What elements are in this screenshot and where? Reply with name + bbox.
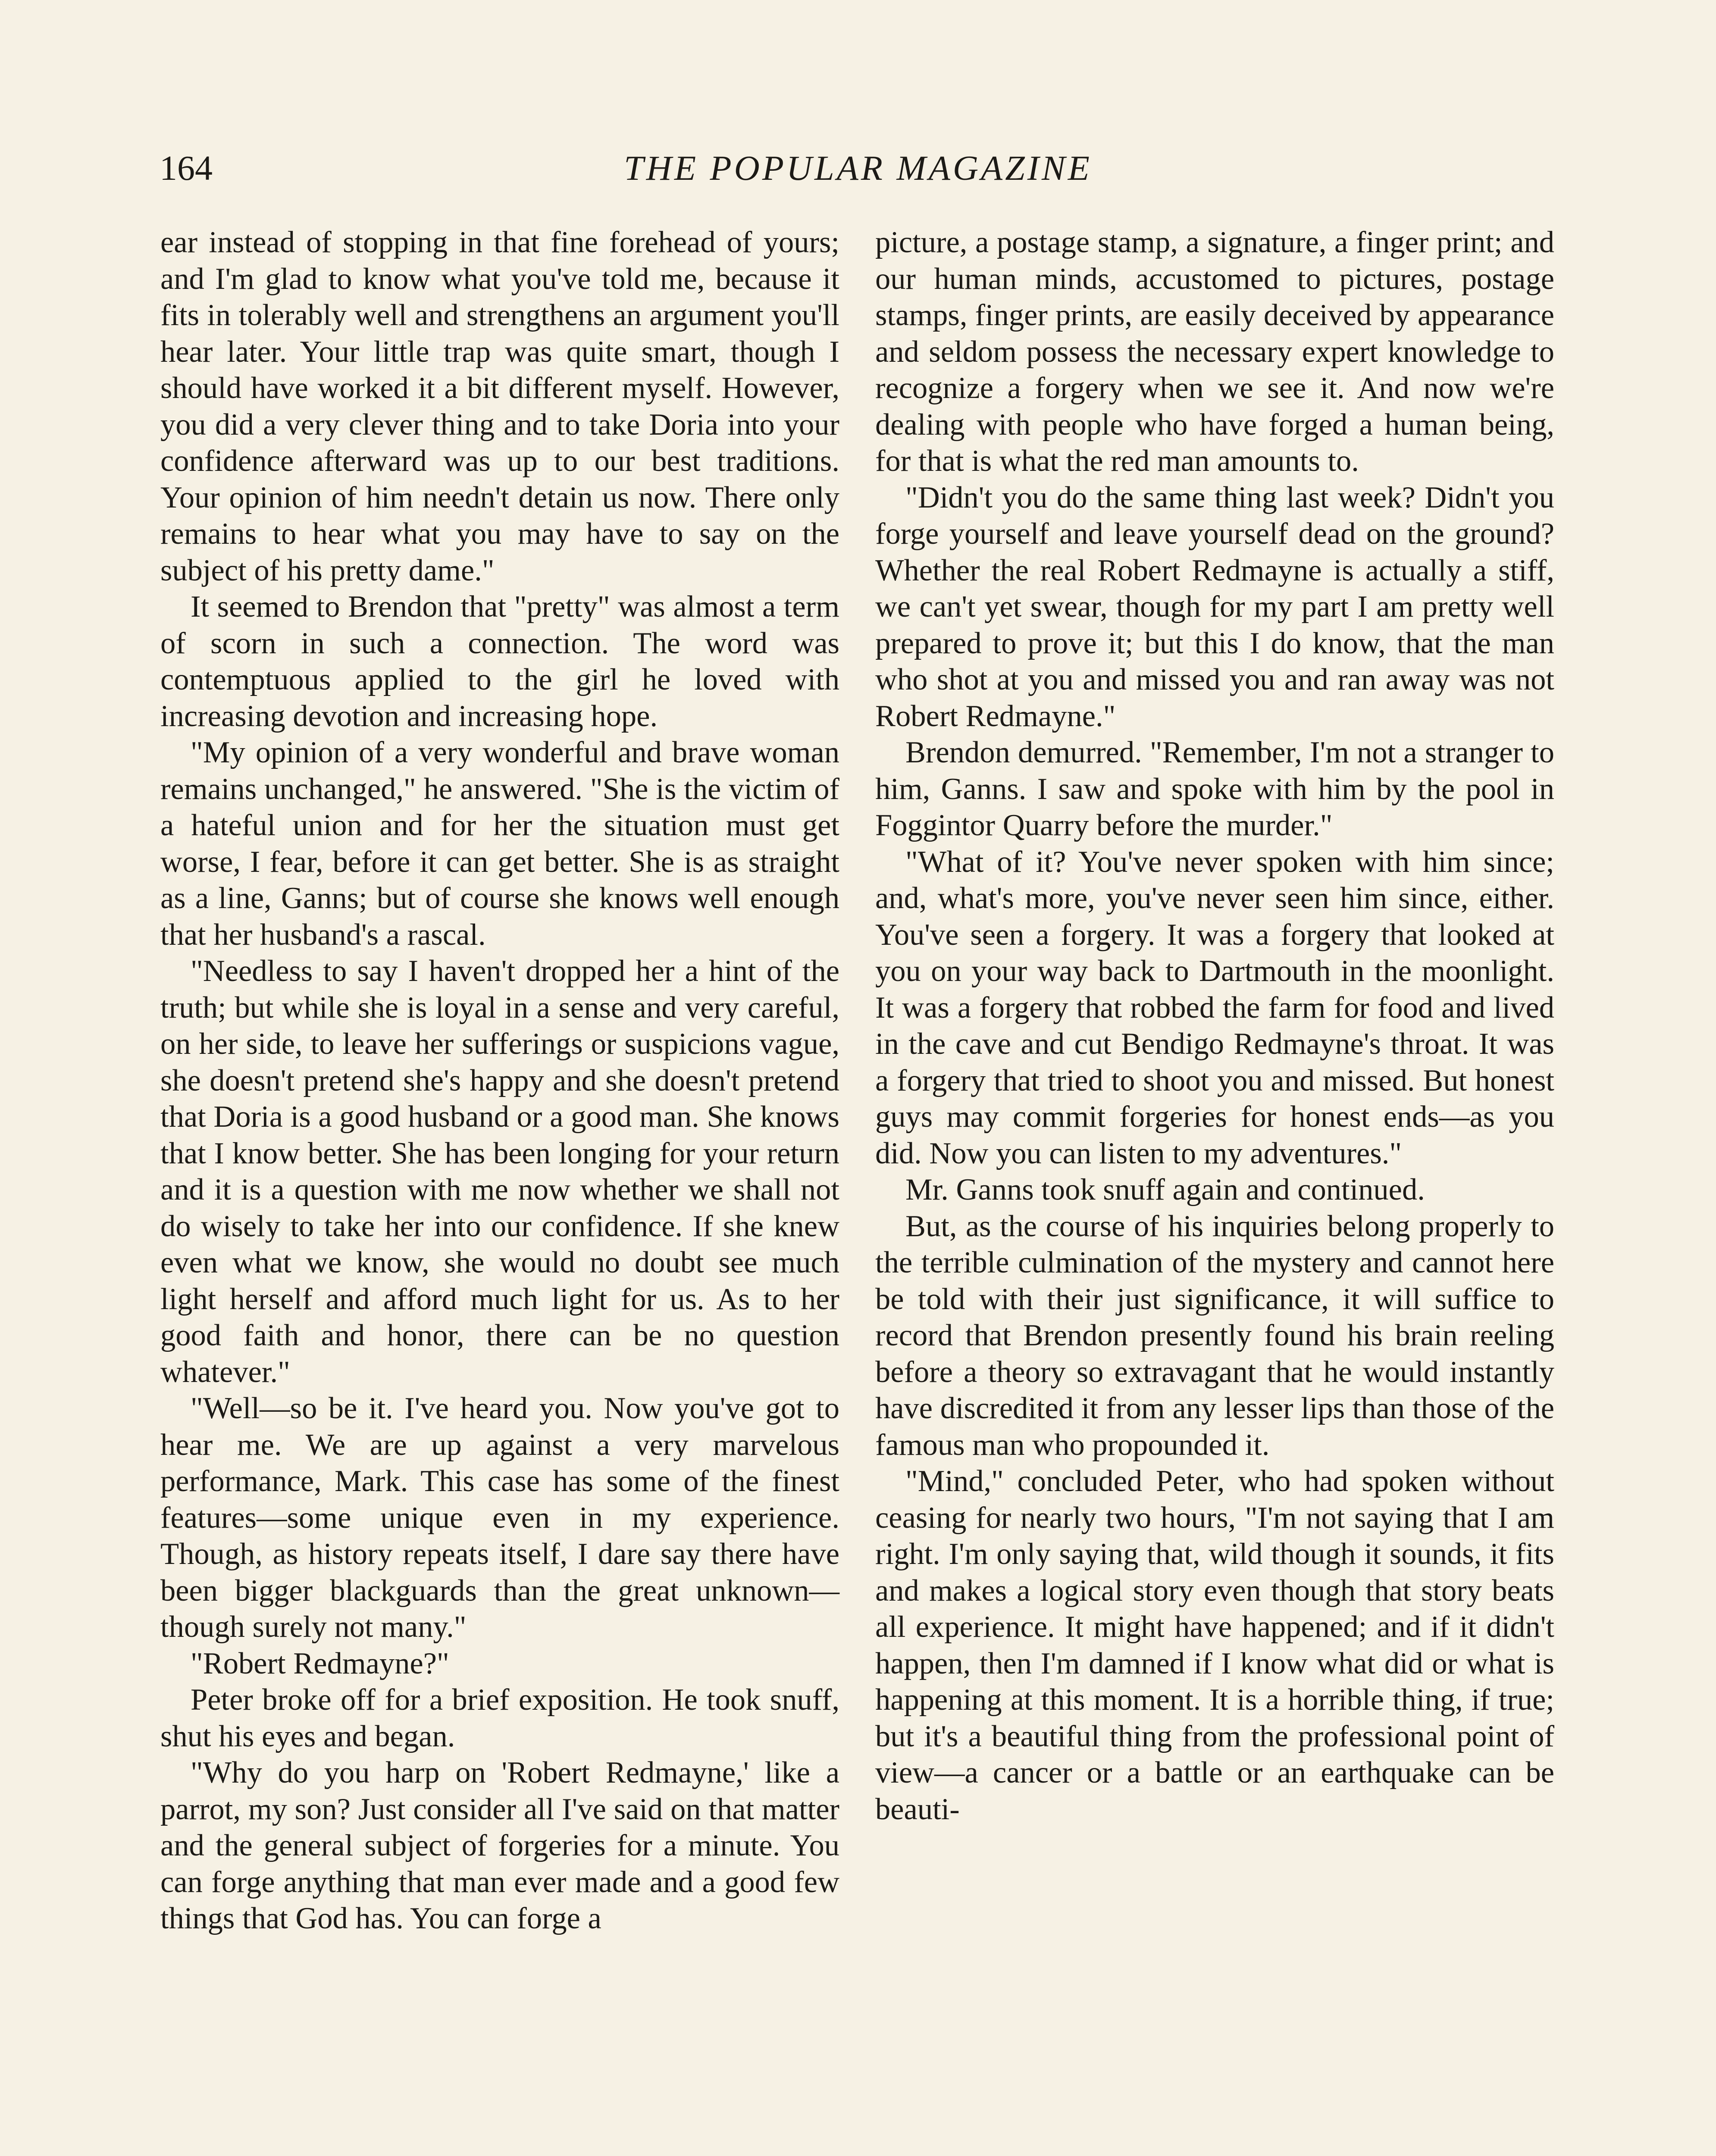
paragraph: Brendon demurred. "Remember, I'm not a stranger to him, Ganns. I saw and spoke with him by the pool in Foggintor Quarry before the murder.": [875, 736, 1554, 842]
right-column: [875, 224, 1554, 1827]
paragraph: "My opinion of a very wonderful and brave woman remains unchanged," he answered. "She is the victim of a hateful union and for her the situation must get worse, I fear, before it can get better. She is as straight as a line, Ganns; but of course she knows well enough that her husband's a rascal.: [160, 736, 839, 952]
paragraph: picture, a postage stamp, a signature, a finger print; and our human minds, accustomed to pictures, postage stamps, finger prints, are easily deceived by appearance and seldom possess the necessary expert knowledge to recognize a forgery when we see it. And now we're dealing with people who have forged a human being, for that is what the red man amounts to.: [875, 226, 1554, 478]
paragraph: "Didn't you do the same thing last week? Didn't you forge yourself and leave yourself dead on the ground? Whether the real Robert Redmayne is actually a stiff, we can't yet swear, though for my part I am pretty well prepared to prove it; but this I do know, that the man who shot at you and missed you and ran away was not Robert Redmayne.": [875, 480, 1554, 733]
paragraph: But, as the course of his inquiries belong properly to the terrible culmination of the mystery and cannot here be told with their just significance, it will suffice to record that Brendon presently found his brain reeling before a theory so extravagant that he would instantly have discredited it from any lesser lips than those of the famous man who propounded it.: [875, 1209, 1554, 1462]
paragraph: Peter broke off for a brief exposition. He took snuff, shut his eyes and began.: [160, 1683, 839, 1753]
page-header: [160, 142, 1556, 194]
paragraph: "What of it? You've never spoken with him since; and, what's more, you've never seen him since, either. You've seen a forgery. It was a forgery that looked at you on your way back to Dartmouth in the moonlight. It was a forgery that robbed the farm for food and lived in the cave and cut Bendigo Redmayne's throat. It was a forgery that tried to shoot you and missed. But honest guys may commit forgeries for honest ends—as you did. Now you can listen to my adventures.": [875, 845, 1554, 1170]
left-column: [160, 224, 839, 1937]
paragraph: "Well—so be it. I've heard you. Now you've got to hear me. We are up against a very marvelous performance, Mark. This case has some of the finest features—some unique even in my experience. Though, as history repeats itself, I dare say there have been bigger blackguards than the great unknown—though surely not many.": [160, 1391, 839, 1644]
running-title: THE POPULAR MAGAZINE: [624, 148, 1092, 188]
paragraph: "Why do you harp on 'Robert Redmayne,' like a parrot, my son? Just consider all I've said on that matter and the general subject of forgeries for a minute. You can forge anything that man ever made and a good few things that God has. You can forge a: [160, 1756, 839, 1935]
paragraph: "Needless to say I haven't dropped her a hint of the truth; but while she is loyal in a sense and very careful, on her side, to leave her sufferings or suspicions vague, she doesn't pretend she's happy and she doesn't pretend that Doria is a good husband or a good man. She knows that I know better. She has been longing for your return and it is a question with me now whether we shall not do wisely to take her into our confidence. If she knew even what we know, she would no doubt see much light herself and afford much light for us. As to her good faith and honor, there can be no question whatever.": [160, 954, 839, 1389]
paragraph: "Mind," concluded Peter, who had spoken without ceasing for nearly two hours, "I'm not saying that I am right. I'm only saying that, wild though it sounds, it fits and makes a logical story even though that story beats all experience. It might have happened; and if it didn't happen, then I'm damned if I know what did or what is happening at this moment. It is a horrible thing, if true; but it's a beautiful thing from the professional point of view—a cancer or a battle or an earthquake can be beauti-: [875, 1464, 1554, 1826]
page-number: 164: [160, 148, 213, 188]
paragraph: ear instead of stopping in that fine forehead of yours; and I'm glad to know what you've told me, because it fits in tolerably well and strengthens an argument you'll hear later. Your little trap was quite smart, though I should have worked it a bit different myself. However, you did a very clever thing and to take Doria into your confidence afterward was up to our best traditions. Your opinion of him needn't detain us now. There only remains to hear what you may have to say on the subject of his pretty dame.": [160, 226, 839, 587]
paragraph: "Robert Redmayne?": [191, 1646, 449, 1680]
paragraph: Mr. Ganns took snuff again and continued.: [905, 1173, 1425, 1206]
paragraph: It seemed to Brendon that "pretty" was almost a term of scorn in such a connection. The word was contemptuous applied to the girl he loved with increasing devotion and increasing hope.: [160, 590, 839, 733]
